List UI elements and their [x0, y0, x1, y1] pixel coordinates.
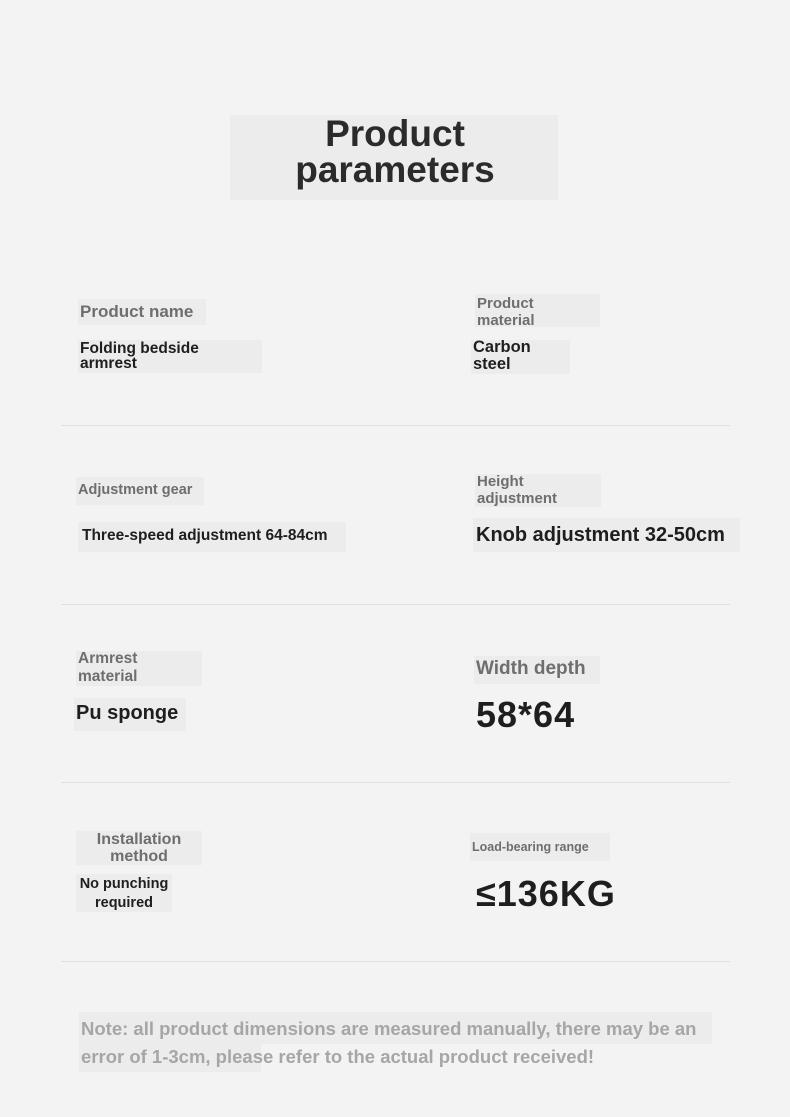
height-adjustment-value: Knob adjustment 32-50cm — [476, 524, 725, 546]
installation-method-value: No punching required — [79, 876, 169, 911]
product-material-label: Product material — [477, 295, 535, 329]
width-depth-value: 58*64 — [476, 694, 576, 735]
product-name-label: Product name — [80, 302, 194, 321]
adjustment-gear-label: Adjustment gear — [78, 482, 193, 498]
product-material-value: Carbon steel — [473, 338, 531, 373]
installation-method-label: Installation method — [96, 831, 182, 865]
row-divider — [61, 961, 730, 962]
row-divider — [61, 425, 730, 426]
row-divider — [61, 782, 730, 783]
adjustment-gear-value: Three-speed adjustment 64-84cm — [82, 527, 328, 544]
armrest-material-value: Pu sponge — [76, 702, 179, 724]
height-adjustment-label: Height adjustment — [477, 473, 558, 507]
row-divider — [61, 604, 730, 605]
width-depth-label: Width depth — [476, 658, 586, 679]
load-bearing-range-value: ≤136KG — [476, 873, 616, 914]
product-name-value: Folding bedside armrest — [80, 340, 199, 372]
page-title: Product parameters — [295, 113, 495, 190]
armrest-material-label: Armrest material — [78, 650, 138, 685]
dimension-note: Note: all product dimensions are measured manually, there may be an error of 1-3cm, please refer to the actual product received! — [81, 1018, 697, 1067]
load-bearing-range-label: Load-bearing range — [472, 840, 589, 854]
